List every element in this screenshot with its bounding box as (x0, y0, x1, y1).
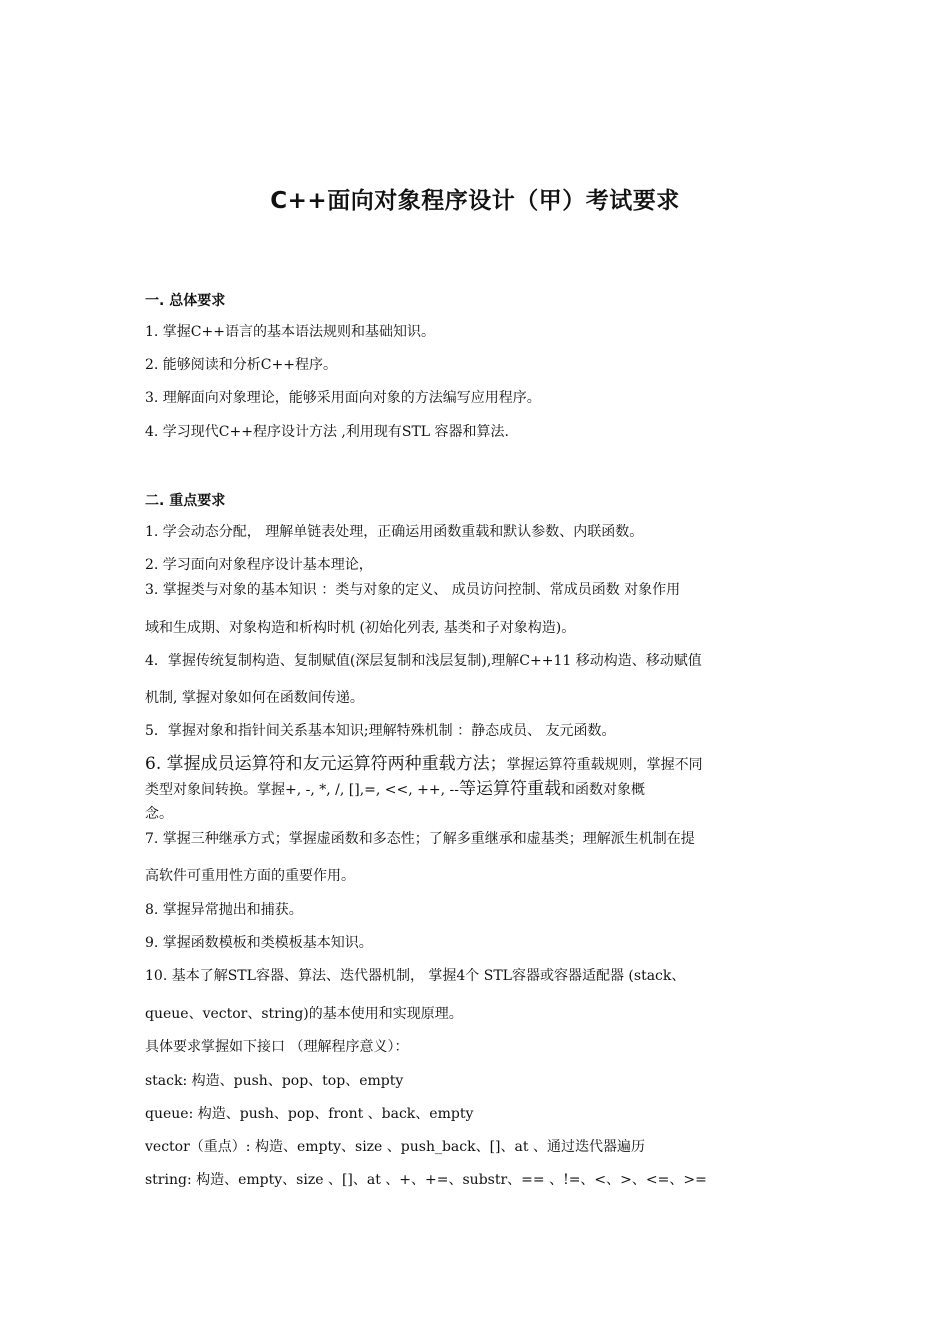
key-item-8: 8. 掌握异常抛出和捕获。 (145, 902, 303, 918)
interface-vector: vector（重点）: 构造、empty、size 、push_back、[]、at 、通过迭代器遍历 (145, 1139, 645, 1155)
key-item-4-line-2: 机制, 掌握对象如何在函数间传递。 (145, 690, 364, 706)
key-item-6-operators: 类型对象间转换。掌握+, -, *, /, [],=, <<, ++, -- (145, 782, 459, 798)
key-item-2: 2. 学习面向对象程序设计基本理论， (145, 557, 373, 573)
key-item-3-line-1: 3. 掌握类与对象的基本知识 ：类与对象的定义、 成员访问控制、常成员函数 对象作用 (145, 582, 681, 598)
document-title: C++面向对象程序设计（甲）考试要求 (270, 188, 680, 214)
key-item-6-line-2 (145, 779, 810, 800)
key-item-3-line-2: 域和生成期、对象构造和析构时机 (初始化列表, 基类和子对象构造)。 (145, 620, 576, 636)
section-heading-key: 二. 重点要求 (145, 493, 226, 509)
key-item-6-overload: 等运算符重载 (458, 779, 561, 799)
key-item-7-line-1: 7. 掌握三种继承方式；掌握虚函数和多态性；了解多重继承和虚基类；理解派生机制在提 (145, 831, 695, 847)
key-item-5: 5．掌握对象和指针间关系基本知识;理解特殊机制 ：静态成员、 友元函数。 (145, 723, 616, 739)
general-item-3: 3. 理解面向对象理论，能够采用面向对象的方法编写应用程序。 (145, 390, 541, 406)
interface-stack: stack: 构造、push、pop、top、empty (145, 1073, 404, 1089)
section-heading-general: 一. 总体要求 (145, 293, 226, 309)
key-item-9: 9. 掌握函数模板和类模板基本知识。 (145, 935, 373, 951)
key-item-6-emphasis: 6. 掌握成员运算符和友元运算符两种重载方法； (145, 754, 507, 774)
interface-queue: queue: 构造、push、pop、front 、back、empty (145, 1106, 474, 1122)
key-item-10-line-1: 10. 基本了解STL容器、算法、迭代器机制， 掌握4个 STL容器或容器适配器 (stack、 (145, 968, 686, 984)
key-item-10-line-2: queue、vector、string)的基本使用和实现原理。 (145, 1006, 463, 1022)
general-item-4: 4. 学习现代C++程序设计方法 ,利用现有STL 容器和算法. (145, 424, 510, 440)
key-item-6-line-1 (145, 754, 810, 775)
key-item-4-line-1: 4．掌握传统复制构造、复制赋值(深层复制和浅层复制),理解C++11 移动构造、移动赋值 (145, 653, 702, 669)
key-item-6-functor: 和函数对象概 (560, 782, 645, 798)
interface-string: string: 构造、empty、size 、[]、at 、+、+=、substr、== 、!=、<、>、<=、>= (145, 1172, 707, 1188)
key-item-7-line-2: 高软件可重用性方面的重要作用。 (145, 868, 355, 884)
key-item-6-rest: 掌握运算符重载规则，掌握不同 (506, 757, 703, 773)
key-item-1: 1. 学会动态分配， 理解单链表处理，正确运用函数重载和默认参数、内联函数。 (145, 524, 644, 540)
key-item-6-line-3: 念。 (145, 806, 173, 822)
general-item-2: 2. 能够阅读和分析C++程序。 (145, 357, 337, 373)
interface-intro: 具体要求掌握如下接口 （理解程序意义）： (145, 1039, 409, 1055)
general-item-1: 1. 掌握C++语言的基本语法规则和基础知识。 (145, 324, 435, 340)
